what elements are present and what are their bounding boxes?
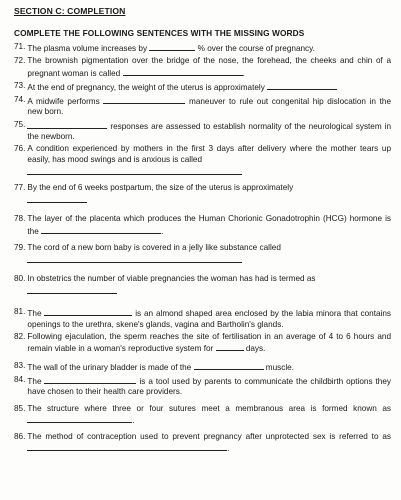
answer-blank[interactable] bbox=[216, 342, 244, 351]
question-number: 83. bbox=[14, 360, 26, 370]
question-86 bbox=[14, 432, 391, 455]
answer-blank[interactable] bbox=[267, 81, 337, 90]
question-text: The brownish pigmentation over the bridge of the nose, the forehead, the cheeks and chin of a pregnant woman is called bbox=[27, 56, 391, 78]
question-80 bbox=[14, 274, 391, 296]
question-text-end: . bbox=[227, 444, 230, 454]
question-text: A midwife performs bbox=[27, 97, 100, 107]
question-text: The wall of the urinary bladder is made of the bbox=[27, 362, 192, 372]
question-72 bbox=[14, 56, 391, 79]
answer-blank[interactable] bbox=[194, 361, 264, 370]
instruction: COMPLETE THE FOLLOWING SENTENCES WITH THE MISSING WORDS bbox=[14, 28, 305, 38]
answer-blank[interactable] bbox=[27, 165, 242, 175]
question-text: The bbox=[27, 309, 42, 319]
question-number: 79. bbox=[14, 242, 26, 252]
section-title: SECTION C: COMPLETION bbox=[14, 6, 126, 16]
question-text: The structure where three or four sutures meet a membranous area is formed known as bbox=[27, 403, 391, 413]
answer-blank[interactable] bbox=[27, 284, 117, 294]
question-text: The layer of the placenta which produces the Human Chorionic Gonadotrophin (HCG) hormone is the bbox=[27, 214, 391, 236]
question-text-end: is an almond shaped area enclosed by the labia minora that contains openings to the urethra, skene's glands, vagina and Bartholin's glands. bbox=[27, 309, 391, 329]
question-number: 74. bbox=[14, 95, 26, 105]
question-number: 71. bbox=[14, 42, 26, 51]
question-text: The bbox=[27, 376, 42, 386]
question-text: The plasma volume increases by bbox=[27, 44, 148, 53]
answer-blank[interactable] bbox=[27, 442, 230, 454]
question-74 bbox=[14, 95, 391, 118]
question-number: 78. bbox=[14, 214, 26, 224]
answer-blank[interactable] bbox=[44, 375, 136, 384]
answer-blank[interactable] bbox=[44, 307, 132, 316]
question-text-end: muscle. bbox=[265, 362, 295, 372]
question-75 bbox=[14, 120, 391, 143]
question-number: 72. bbox=[14, 56, 26, 66]
question-text-end: is a tool used by parents to communicate the childbirth options they have chosen to their health care providers. bbox=[27, 376, 391, 397]
question-text-end: % over the course of pregnancy. bbox=[197, 44, 315, 53]
question-76 bbox=[14, 144, 391, 177]
question-84 bbox=[14, 375, 391, 398]
question-text-end: . bbox=[132, 415, 135, 425]
question-78 bbox=[14, 214, 391, 237]
question-79 bbox=[14, 243, 391, 265]
question-text: The cord of a new born baby is covered in a jelly like substance called bbox=[27, 242, 281, 252]
question-text-end: maneuver to rule out congenital hip dislocation in the new born. bbox=[27, 97, 391, 117]
answer-blank[interactable] bbox=[27, 193, 87, 203]
question-text: By the end of 6 weeks postpartum, the size of the uterus is approximately bbox=[27, 182, 294, 192]
answer-blank[interactable] bbox=[123, 67, 243, 76]
question-text: A condition experienced by mothers in the first 3 days after delivery where the mother tears up easily, has mood swings and is anxious is called bbox=[27, 144, 391, 164]
question-number: 85. bbox=[14, 403, 26, 413]
question-text: Following ejaculation, the sperm reaches the site of fertilisation in an average of 4 to 6 hours and remain viable in a woman's reproductive system for bbox=[27, 332, 391, 354]
question-text-end: responses are assessed to establish normality of the neurological system in the newborn. bbox=[27, 121, 391, 142]
question-number: 81. bbox=[14, 307, 26, 317]
question-text: In obstetrics the number of viable pregnancies the woman has had is termed as bbox=[27, 274, 316, 284]
answer-blank[interactable] bbox=[41, 225, 164, 236]
question-77 bbox=[14, 183, 391, 205]
answer-blank[interactable] bbox=[27, 414, 135, 425]
question-71 bbox=[14, 42, 391, 54]
question-number: 80. bbox=[14, 274, 26, 284]
question-number: 77. bbox=[14, 182, 26, 192]
question-number: 75. bbox=[14, 119, 26, 129]
answer-blank[interactable] bbox=[103, 95, 185, 104]
question-85 bbox=[14, 404, 391, 427]
answer-blank[interactable] bbox=[149, 42, 195, 51]
question-number: 76. bbox=[14, 144, 26, 154]
question-text: The method of contraception used to prevent pregnancy after unprotected sex is referred to as bbox=[27, 432, 391, 442]
question-81 bbox=[14, 307, 391, 330]
question-number: 73. bbox=[14, 80, 26, 90]
question-text-end: days. bbox=[245, 344, 266, 354]
question-number: 82. bbox=[14, 332, 26, 342]
question-number: 86. bbox=[14, 432, 26, 442]
question-73 bbox=[14, 81, 391, 93]
question-82 bbox=[14, 332, 391, 355]
question-text-end: . bbox=[242, 68, 245, 78]
answer-blank[interactable] bbox=[27, 120, 107, 129]
question-number: 84. bbox=[14, 374, 26, 384]
answer-blank[interactable] bbox=[27, 253, 242, 263]
question-83 bbox=[14, 361, 391, 373]
question-text: At the end of pregnancy, the weight of the uterus is approximately bbox=[27, 82, 265, 92]
question-text-end: . bbox=[161, 226, 164, 236]
